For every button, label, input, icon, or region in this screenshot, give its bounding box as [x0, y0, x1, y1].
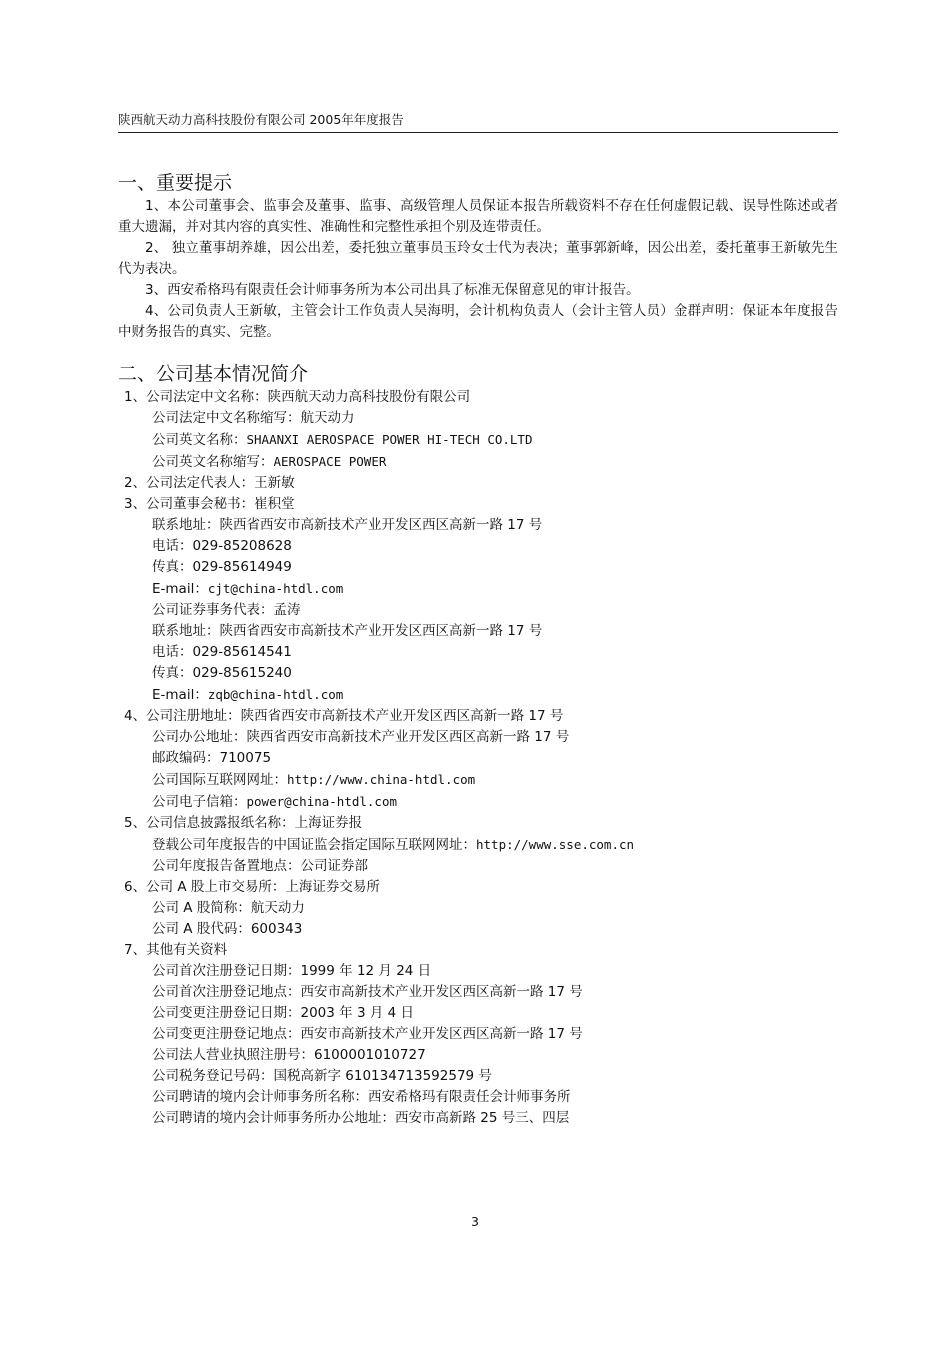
- field-label: 公司注册地址：: [146, 708, 241, 724]
- field-label: 公司国际互联网网址：: [152, 772, 287, 788]
- field-label: 公司年度报告备置地点：: [152, 858, 301, 874]
- profile-line: [118, 642, 838, 663]
- field-value: 西安希格玛有限责任会计师事务所: [368, 1089, 571, 1105]
- field-value: 029-85614541: [192, 644, 292, 660]
- profile-line: [118, 578, 838, 600]
- field-label: 电话：: [152, 644, 193, 660]
- item-number: 1、: [124, 389, 147, 405]
- field-value: 航天动力: [300, 410, 355, 426]
- profile-line: [118, 706, 838, 727]
- field-label: 公司首次注册登记日期：: [152, 963, 301, 979]
- item-number: 3、: [124, 496, 147, 512]
- profile-line: [118, 663, 838, 684]
- field-label: 公司董事会秘书：: [146, 496, 255, 512]
- field-label: 公司变更注册登记地点：: [152, 1026, 301, 1042]
- field-value: 600343: [250, 921, 303, 937]
- profile-line: [118, 387, 838, 408]
- profile-line: [118, 536, 838, 557]
- field-value: 710075: [219, 750, 272, 766]
- field-value: 西安市高新技术产业开发区西区高新一路 17 号: [300, 984, 583, 1000]
- section-title-important-notice: 一、重要提示: [118, 172, 233, 194]
- profile-line: [118, 1087, 838, 1108]
- item-number: 7、: [124, 942, 147, 958]
- field-value: 029-85614949: [192, 559, 292, 575]
- field-label: 公司法定代表人：: [146, 475, 255, 491]
- field-label: 公司 A 股简称：: [152, 900, 251, 916]
- field-value: 公司证券部: [300, 858, 368, 874]
- field-value: http://www.sse.com.cn: [476, 837, 635, 852]
- profile-line: [118, 557, 838, 578]
- field-label: 公司 A 股代码：: [152, 921, 251, 937]
- profile-line: [118, 877, 838, 898]
- field-label: 公司聘请的境内会计师事务所名称：: [152, 1089, 368, 1105]
- profile-line: [118, 684, 838, 706]
- important-notice-paragraphs: [118, 196, 838, 343]
- field-value: 陕西省西安市高新技术产业开发区西区高新一路 17 号: [219, 623, 543, 639]
- field-label: 联系地址：: [152, 623, 220, 639]
- profile-line: [118, 856, 838, 877]
- notice-paragraph: 1、本公司董事会、监事会及董事、监事、高级管理人员保证本报告所载资料不存在任何虚假记载、误导性陈述或者重大遗漏，并对其内容的真实性、准确性和完整性承担个别及连带责任。: [118, 198, 838, 235]
- section-title-company-profile: 二、公司基本情况简介: [118, 363, 309, 385]
- profile-line: [118, 940, 838, 961]
- profile-line: [118, 1024, 838, 1045]
- profile-line: [118, 600, 838, 621]
- field-label: 电话：: [152, 538, 193, 554]
- profile-line: [118, 1045, 838, 1066]
- field-value: 2003 年 3 月 4 日: [300, 1005, 414, 1021]
- profile-line: [118, 791, 838, 813]
- field-label: 公司聘请的境内会计师事务所办公地址：: [152, 1110, 395, 1126]
- field-value: 王新敏: [254, 475, 295, 491]
- field-label: 联系地址：: [152, 517, 220, 533]
- header-divider: [118, 132, 838, 133]
- field-label: 公司电子信箱：: [152, 794, 247, 810]
- field-value: 6100001010727: [314, 1047, 426, 1063]
- field-value: 航天动力: [250, 900, 305, 916]
- notice-paragraph: 2、 独立董事胡养雄，因公出差，委托独立董事员玉玲女士代为表决；董事郭新峰，因公出差，委托董事王新敏先生代为表决。: [118, 240, 838, 277]
- company-profile-list: [118, 387, 838, 1129]
- field-value: 上海证券交易所: [285, 879, 380, 895]
- report-header: 陕西航天动力高科技股份有限公司 2005年年度报告: [118, 112, 404, 127]
- profile-line: [118, 429, 838, 451]
- field-label: 公司英文名称缩写：: [152, 454, 274, 470]
- field-value: 国税高新字 610134713592579 号: [273, 1068, 492, 1084]
- field-value: 陕西省西安市高新技术产业开发区西区高新一路 17 号: [219, 517, 543, 533]
- field-label: 公司税务登记号码：: [152, 1068, 274, 1084]
- profile-line: [118, 769, 838, 791]
- field-value: 陕西航天动力高科技股份有限公司: [267, 389, 471, 405]
- field-label: 公司法人营业执照注册号：: [152, 1047, 314, 1063]
- field-value: 1999 年 12 月 24 日: [300, 963, 432, 979]
- profile-line: [118, 1108, 838, 1129]
- profile-line: [118, 1066, 838, 1087]
- field-label: E-mail：: [152, 581, 208, 597]
- field-label: 其他有关资料: [146, 942, 228, 958]
- profile-line: [118, 982, 838, 1003]
- item-number: 2、: [124, 475, 147, 491]
- field-value: 陕西省西安市高新技术产业开发区西区高新一路 17 号: [246, 729, 570, 745]
- page-number: 3: [471, 1214, 479, 1229]
- profile-line: [118, 1003, 838, 1024]
- field-label: E-mail：: [152, 687, 208, 703]
- profile-line: [118, 727, 838, 748]
- profile-line: [118, 961, 838, 982]
- field-value: 西安市高新技术产业开发区西区高新一路 17 号: [300, 1026, 583, 1042]
- field-value: 崔积堂: [254, 496, 295, 512]
- profile-line: [118, 621, 838, 642]
- profile-line: [118, 898, 838, 919]
- profile-line: [118, 813, 838, 834]
- field-label: 登载公司年度报告的中国证监会指定国际互联网网址：: [152, 837, 476, 853]
- field-label: 传真：: [152, 665, 193, 681]
- profile-line: [118, 494, 838, 515]
- profile-line: [118, 473, 838, 494]
- profile-line: [118, 919, 838, 940]
- field-label: 公司变更注册登记日期：: [152, 1005, 301, 1021]
- field-value: cjt@china-htdl.com: [207, 581, 344, 596]
- field-value: zqb@china-htdl.com: [207, 687, 344, 702]
- field-value: 陕西省西安市高新技术产业开发区西区高新一路 17 号: [240, 708, 564, 724]
- profile-line: [118, 834, 838, 856]
- field-label: 公司证券事务代表：: [152, 602, 274, 618]
- profile-line: [118, 451, 838, 473]
- document-body: [118, 170, 838, 1129]
- field-label: 公司法定中文名称：: [146, 389, 268, 405]
- field-label: 公司首次注册登记地点：: [152, 984, 301, 1000]
- field-label: 公司法定中文名称缩写：: [152, 410, 301, 426]
- field-value: 029-85208628: [192, 538, 292, 554]
- field-label: 传真：: [152, 559, 193, 575]
- field-value: 西安市高新路 25 号三、四层: [395, 1110, 570, 1126]
- field-value: http://www.china-htdl.com: [287, 772, 476, 787]
- field-value: 029-85615240: [192, 665, 292, 681]
- item-number: 5、: [124, 815, 147, 831]
- field-value: AEROSPACE POWER: [273, 454, 387, 469]
- field-label: 公司办公地址：: [152, 729, 247, 745]
- field-value: 孟涛: [273, 602, 301, 618]
- profile-line: [118, 748, 838, 769]
- field-value: 上海证券报: [294, 815, 363, 831]
- field-value: SHAANXI AEROSPACE POWER HI-TECH CO.LTD: [246, 432, 533, 447]
- field-value: power@china-htdl.com: [246, 794, 398, 809]
- field-label: 公司 A 股上市交易所：: [146, 879, 286, 895]
- profile-line: [118, 515, 838, 536]
- item-number: 4、: [124, 708, 147, 724]
- notice-paragraph: 3、西安希格玛有限责任会计师事务所为本公司出具了标准无保留意见的审计报告。: [145, 282, 640, 298]
- item-number: 6、: [124, 879, 147, 895]
- profile-line: [118, 408, 838, 429]
- field-label: 邮政编码：: [152, 750, 220, 766]
- field-label: 公司英文名称：: [152, 432, 247, 448]
- field-label: 公司信息披露报纸名称：: [146, 815, 295, 831]
- notice-paragraph: 4、公司负责人王新敏，主管会计工作负责人吴海明，会计机构负责人（会计主管人员）金群声明：保证本年度报告中财务报告的真实、完整。: [118, 303, 838, 340]
